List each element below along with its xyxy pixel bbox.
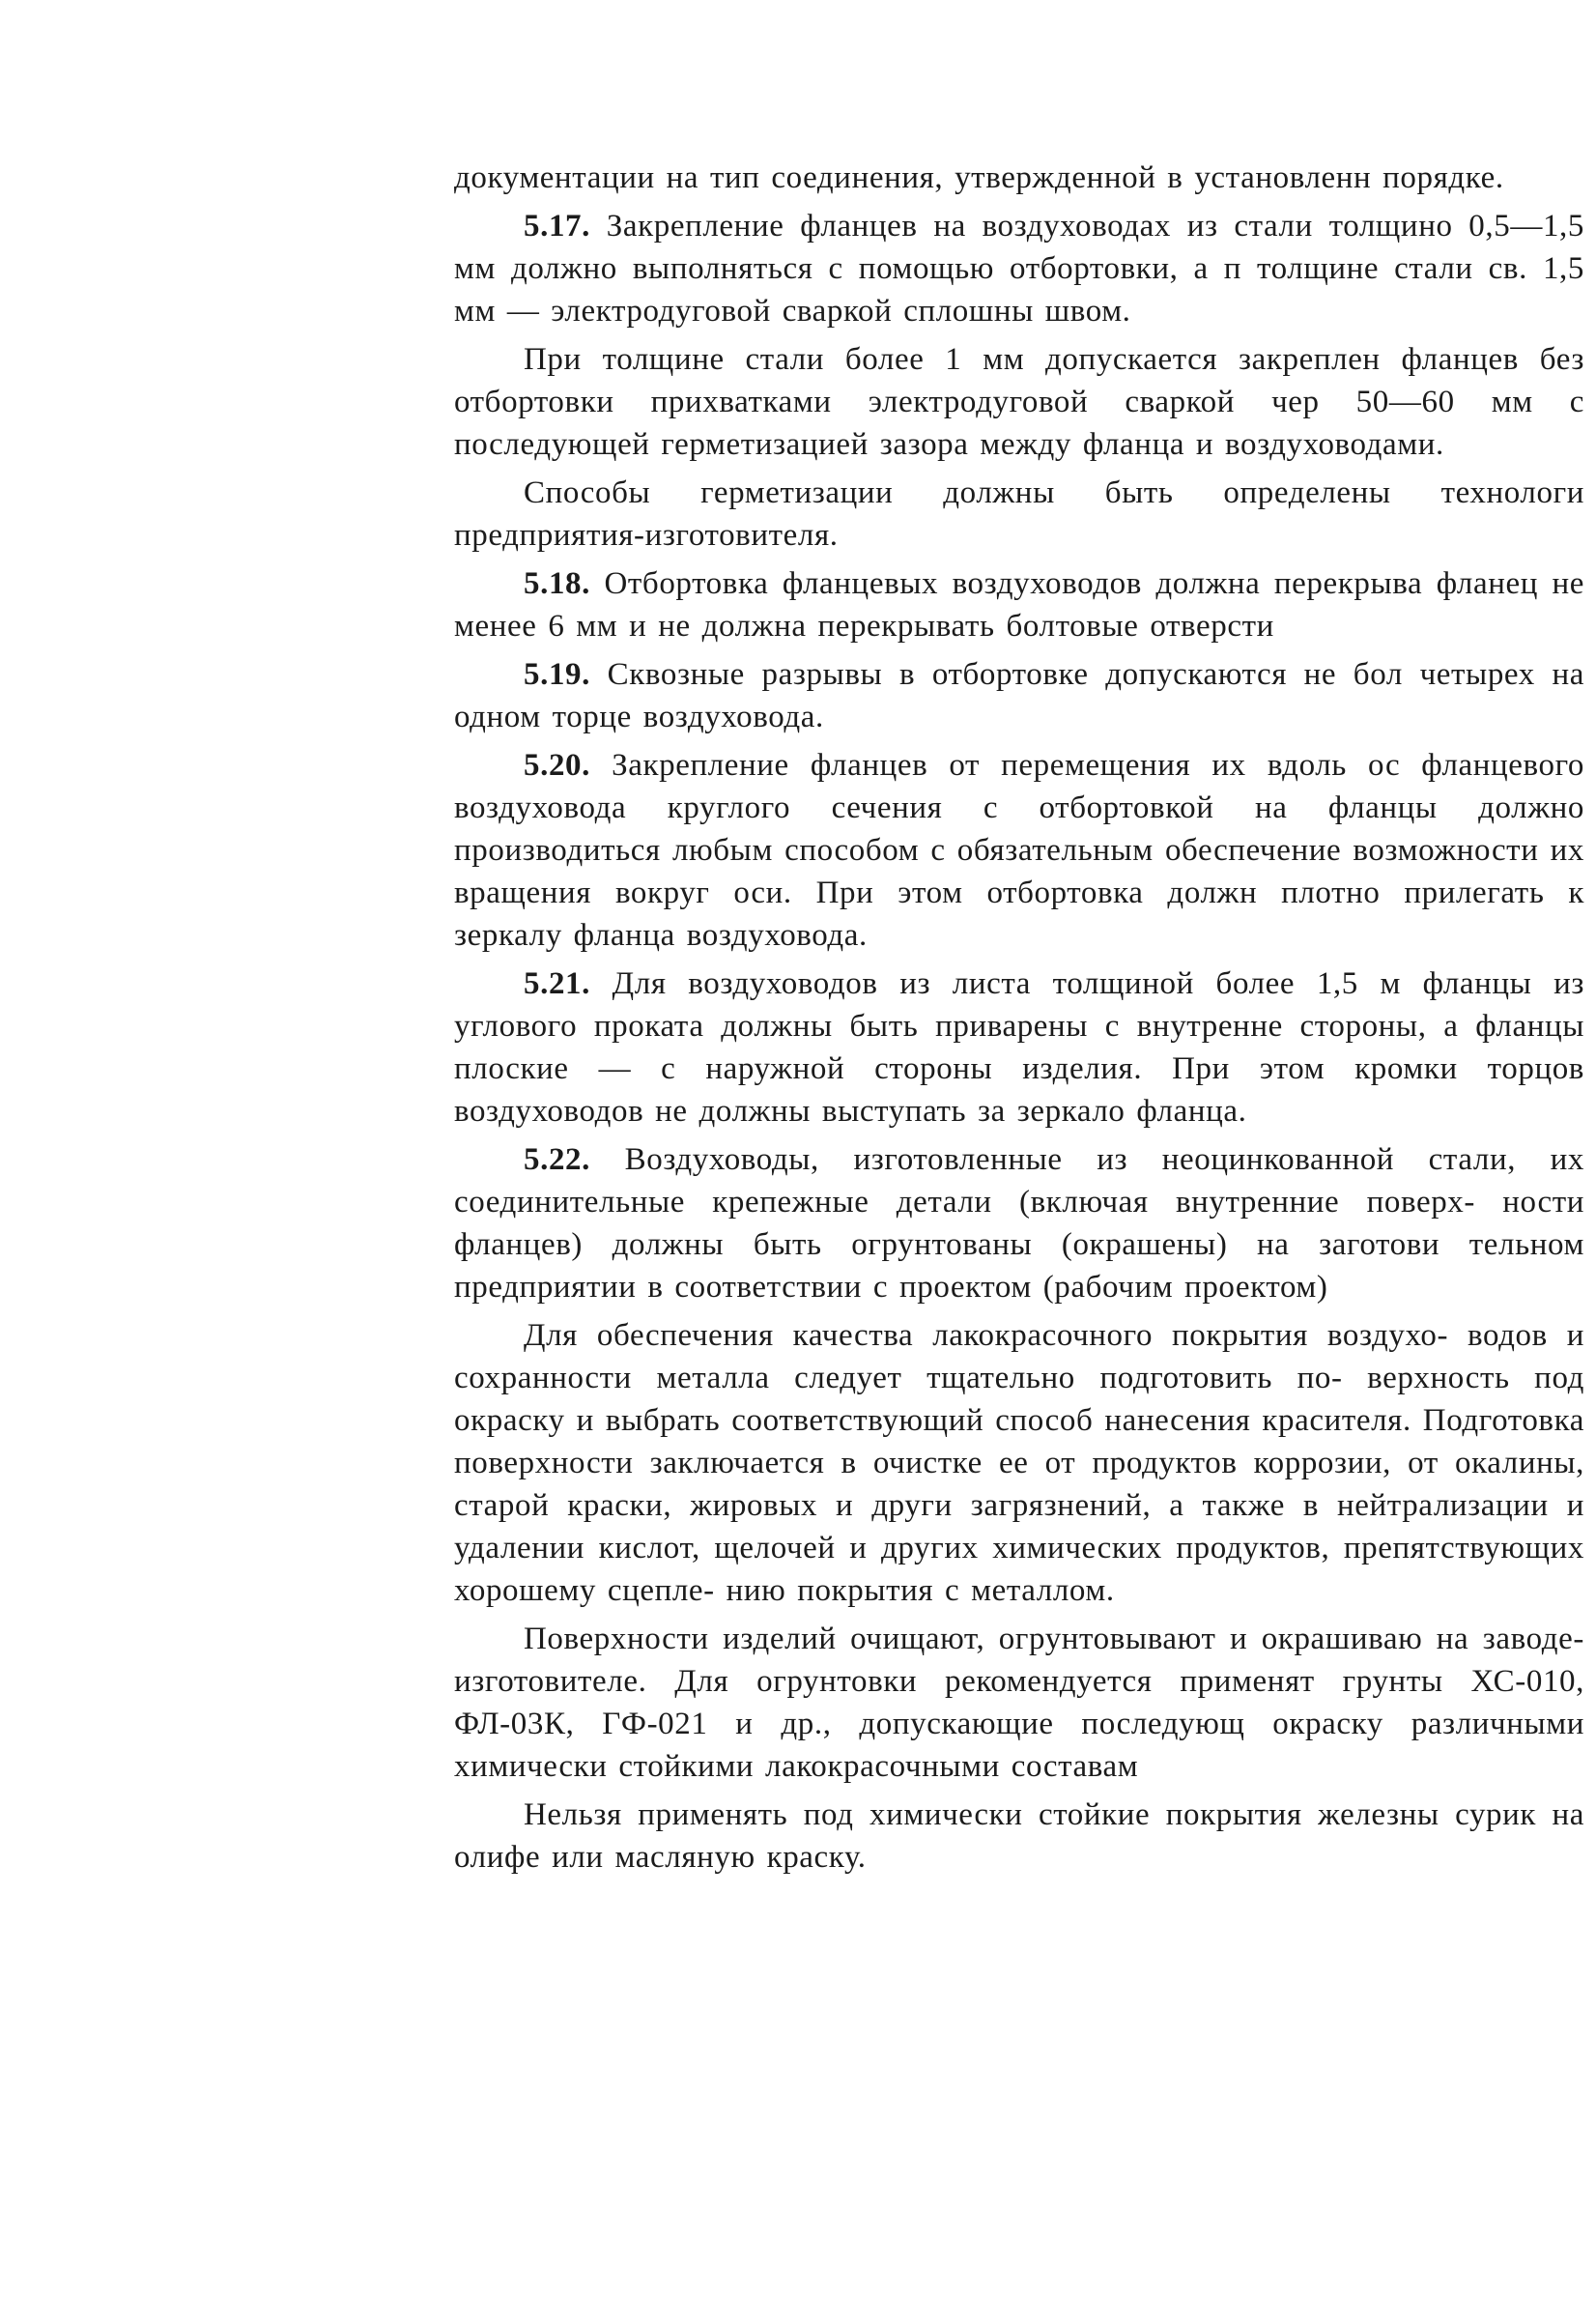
clause-number: 5.18. xyxy=(524,566,590,601)
paragraph-5-17 xyxy=(454,205,1584,332)
paragraph-5-17-note-2 xyxy=(454,472,1584,557)
clause-number: 5.20. xyxy=(524,748,590,783)
paragraph-5-22-note-2 xyxy=(454,1618,1584,1788)
paragraph-text: Поверхности изделий очищают, огрунтовывают и окрашиваю на заводе-изготовителе. Для огрунтовки рекомендуется применят грунты ХС-010, ФЛ-03К, ГФ-021 и др., допускающие последующ окраску различными химически стойкими лакокрасочными составам xyxy=(454,1622,1584,1784)
paragraph-5-17-note-1 xyxy=(454,338,1584,466)
paragraph-text: Закрепление фланцев на воздуховодах из стали толщино 0,5—1,5 мм должно выполняться с помощью отбортовки, а п толщине стали св. 1,5 мм — электродуговой сваркой сплошны швом. xyxy=(454,209,1584,329)
clause-number: 5.22. xyxy=(524,1142,590,1177)
clause-number: 5.17. xyxy=(524,209,590,244)
paragraph-text: Отбортовка фланцевых воздуховодов должна перекрыва фланец не менее 6 мм и не должна перекрывать болтовые отверсти xyxy=(454,566,1584,644)
clause-number: 5.21. xyxy=(524,966,590,1001)
paragraph-text: документации на тип соединения, утвержденной в установленн порядке. xyxy=(454,160,1504,195)
paragraph-text: Закрепление фланцев от перемещения их вдоль ос фланцевого воздуховода круглого сечения с отбортовкой на фланцы должно производиться любым способом с обязательным обеспечение возможности их вращения вокруг оси. При этом отбортовка должн плотно прилегать к зеркалу фланца воздуховода. xyxy=(454,748,1584,953)
paragraph-5-22-note-3 xyxy=(454,1794,1584,1879)
paragraph-text: Способы герметизации должны быть определены технологи предприятия-изготовителя. xyxy=(454,475,1584,553)
clause-number: 5.19. xyxy=(524,657,590,692)
paragraph-5-21 xyxy=(454,962,1584,1133)
paragraph-text: Для обеспечения качества лакокрасочного покрытия воздухо- водов и сохранности металла следует тщательно подготовить по- верхность под окраску и выбрать соответствующий способ нанесения красителя. Подготовка поверхности заключается в очистке ее от продуктов коррозии, от окалины, старой краски, жировых и други загрязнений, а также в нейтрализации и удалении кислот, щелочей и других химических продуктов, препятствующих хорошему сцепле- нию покрытия с металлом. xyxy=(454,1318,1584,1608)
paragraph-continuation xyxy=(454,157,1584,199)
paragraph-5-22-note-1 xyxy=(454,1314,1584,1612)
paragraph-5-22 xyxy=(454,1138,1584,1308)
paragraph-5-20 xyxy=(454,744,1584,957)
paragraph-5-18 xyxy=(454,562,1584,647)
paragraph-text: Нельзя применять под химически стойкие покрытия железны сурик на олифе или масляную краску. xyxy=(454,1797,1584,1875)
paragraph-text: Воздуховоды, изготовленные из неоцинкованной стали, их соединительные крепежные детали (включая внутренние поверх- ности фланцев) должны быть огрунтованы (окрашены) на заготови тельном предприятии в соответствии с проектом (рабочим проектом) xyxy=(454,1142,1585,1305)
document-body xyxy=(454,157,1584,1884)
paragraph-text: При толщине стали более 1 мм допускается закреплен фланцев без отбортовки прихватками электродуговой сваркой чер 50—60 мм с последующей герметизацией зазора между фланца и воздуховодами. xyxy=(454,342,1584,462)
paragraph-text: Сквозные разрывы в отбортовке допускаются не бол четырех на одном торце воздуховода. xyxy=(454,657,1584,734)
paragraph-text: Для воздуховодов из листа толщиной более 1,5 м фланцы из углового проката должны быть приварены с внутренне стороны, а фланцы плоские — с наружной стороны изделия. При этом кромки торцов воздуховодов не должны выступать за зеркало фланца. xyxy=(454,966,1584,1129)
paragraph-5-19 xyxy=(454,653,1584,738)
